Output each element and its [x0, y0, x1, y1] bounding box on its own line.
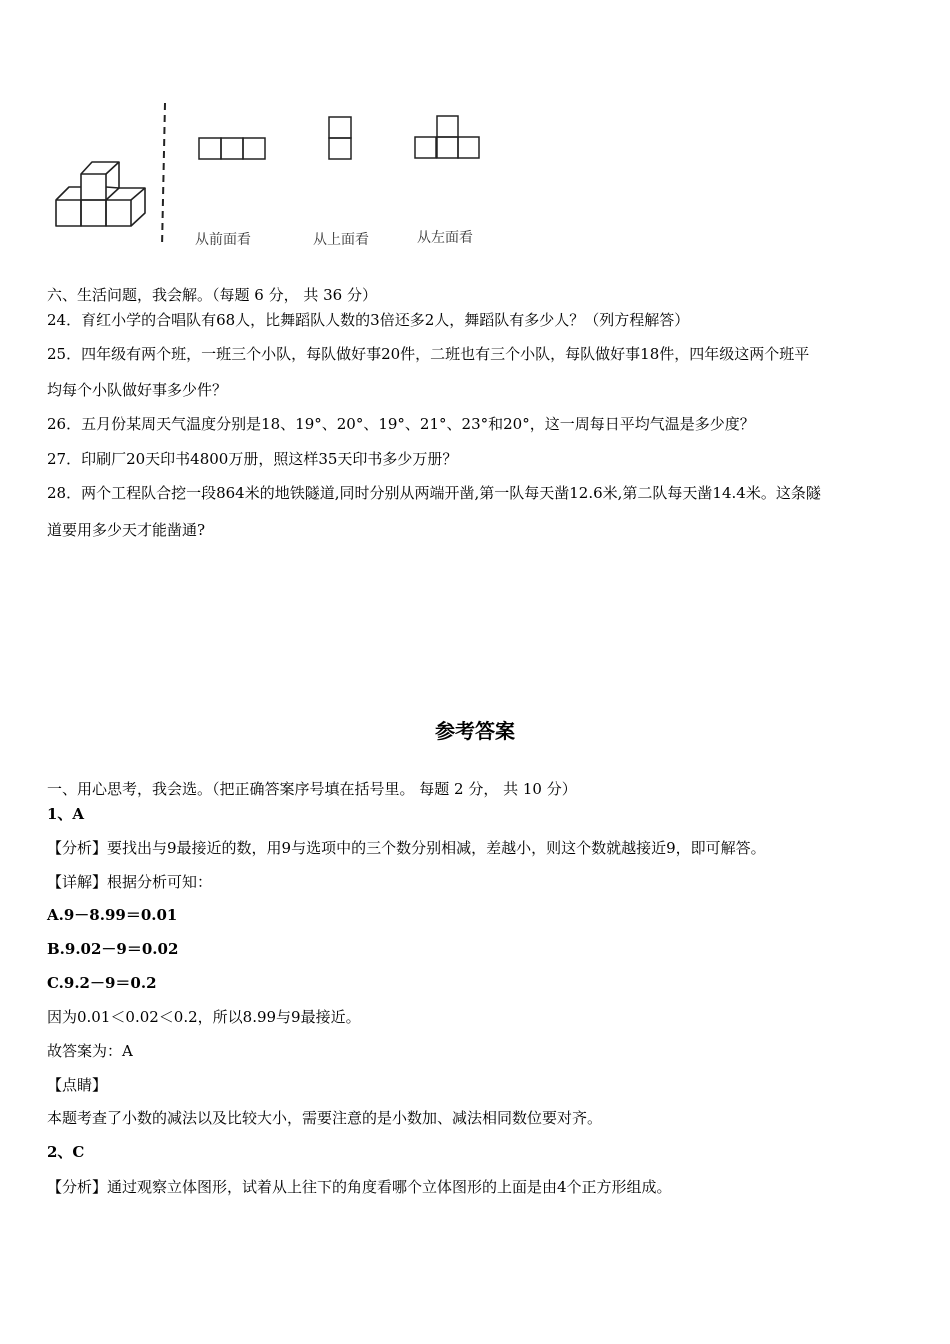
answer-1-final: 故答案为：A — [47, 1042, 133, 1060]
answers-section1-heading: 一、用心思考，我会选。（把正确答案序号填在括号里。 每题 2 分， 共 10 分） — [47, 780, 577, 798]
question-26: 26．五月份某周天气温度分别是18、19°、20°、19°、21°、23°和20°，这一周每日平均气温是多少度？ — [47, 415, 755, 433]
front-view — [199, 138, 265, 159]
caption-left-view: 从左面看 — [417, 230, 473, 246]
caption-top-view: 从上面看 — [313, 232, 369, 248]
isometric-cubes — [56, 162, 145, 226]
answer-1-detail: 【详解】根据分析可知： — [47, 873, 213, 891]
question-28-line2: 道要用多少天才能凿通? — [47, 521, 206, 539]
question-28-line1: 28．两个工程队合挖一段864米的地铁隧道,同时分别从两端开凿,第一队每天凿12.6米,第二队每天凿14.4米。这条隧 — [47, 484, 821, 502]
answer-1-calc-c: C.9.2－9＝0.2 — [47, 974, 157, 992]
answer-1-calc-b: B.9.02－9＝0.02 — [47, 940, 179, 958]
question-24: 24．育红小学的合唱队有68人，比舞蹈队人数的3倍还多2人，舞蹈队有多少人？（列方程解答） — [47, 311, 690, 329]
answer-1-comment-label: 【点睛】 — [47, 1076, 108, 1094]
left-view — [415, 116, 479, 158]
section6-heading: 六、生活问题，我会解。（每题 6 分， 共 36 分） — [47, 286, 377, 304]
answer-2-label: 2、C — [47, 1143, 85, 1161]
answers-title: 参考答案 — [435, 719, 515, 743]
answer-1-label: 1、A — [47, 805, 85, 823]
caption-front-view: 从前面看 — [195, 232, 251, 248]
cube-views-figure — [40, 95, 520, 260]
top-view — [329, 117, 351, 159]
question-25-line2: 均每个小队做好事多少件？ — [47, 381, 228, 399]
divider-dashed-line — [162, 103, 165, 247]
answer-2-analysis: 【分析】通过观察立体图形，试着从上往下的角度看哪个立体图形的上面是由4个正方形组成。 — [47, 1178, 672, 1196]
answer-1-because: 因为0.01＜0.02＜0.2，所以8.99与9最接近。 — [47, 1008, 361, 1026]
answer-1-calc-a: A.9－8.99＝0.01 — [47, 906, 178, 924]
answer-1-analysis: 【分析】要找出与9最接近的数，用9与选项中的三个数分别相减，差越小，则这个数就越接近9，即可解答。 — [47, 839, 766, 857]
answer-1-comment: 本题考查了小数的减法以及比较大小，需要注意的是小数加、减法相同数位要对齐。 — [47, 1109, 603, 1127]
question-27: 27．印刷厂20天印书4800万册，照这样35天印书多少万册？ — [47, 450, 458, 468]
question-25-line1: 25．四年级有两个班，一班三个小队，每队做好事20件，二班也有三个小队，每队做好事18件，四年级这两个班平 — [47, 345, 810, 363]
